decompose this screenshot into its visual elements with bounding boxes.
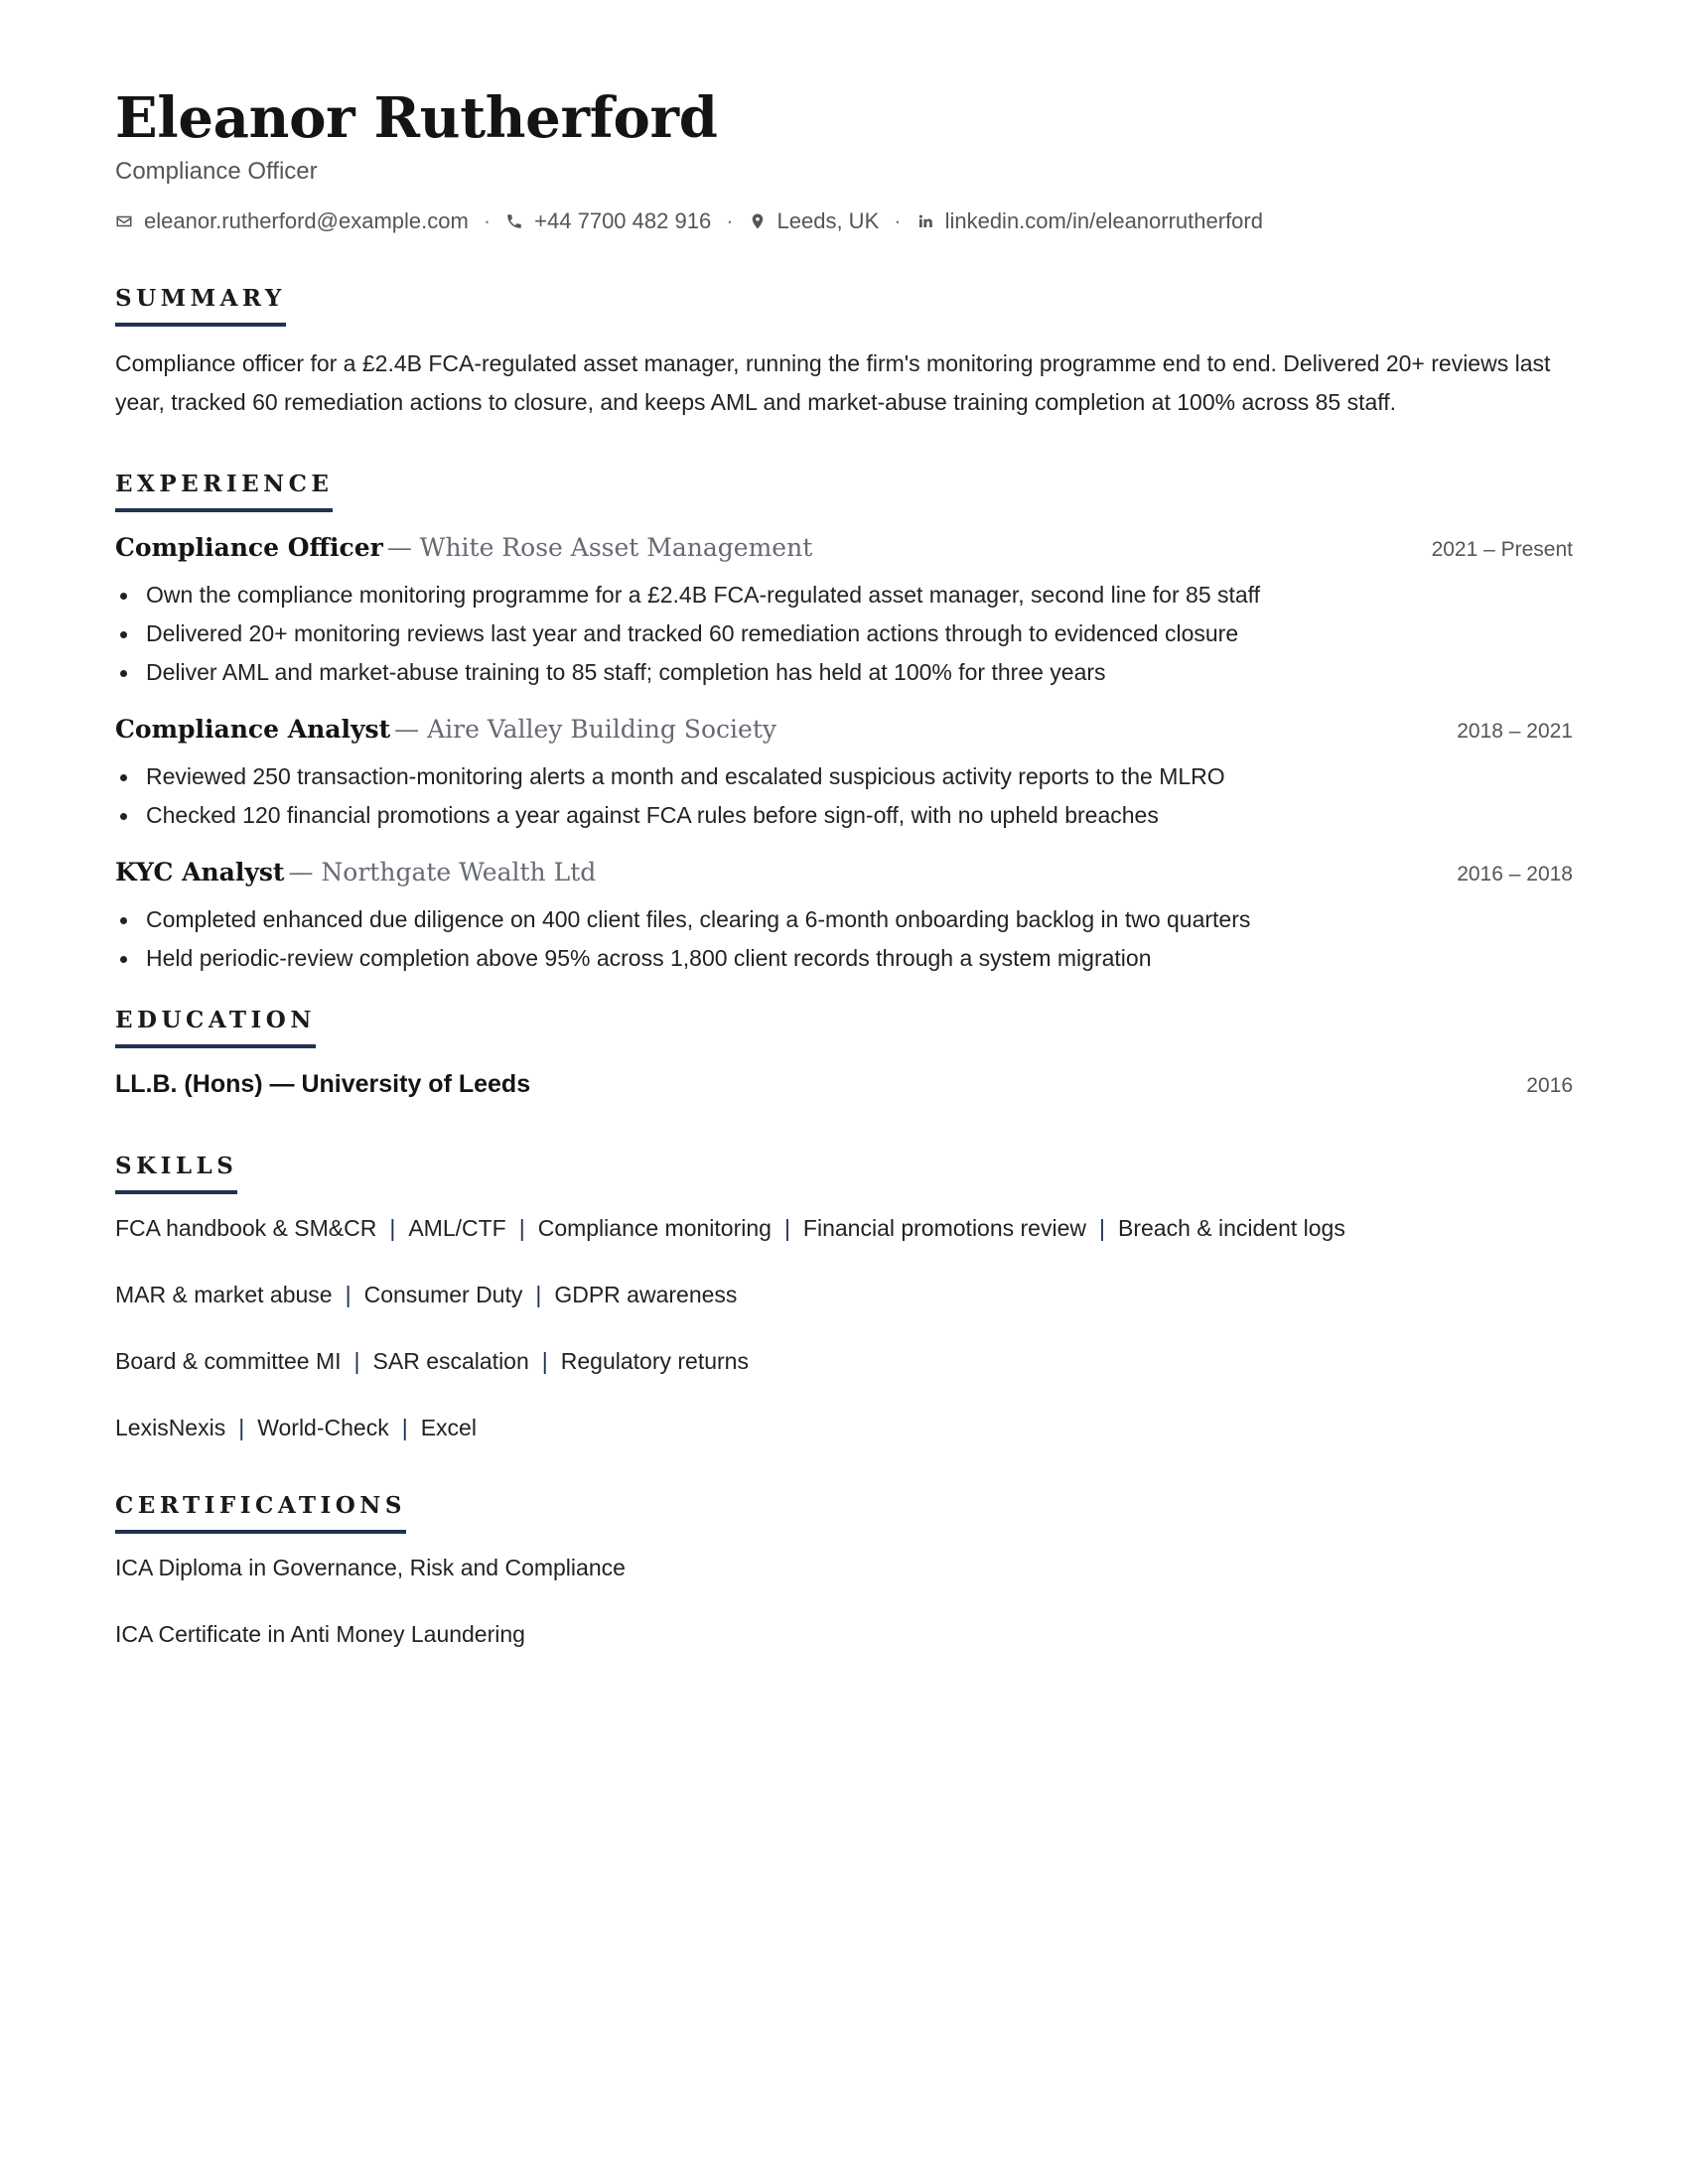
phone-icon bbox=[505, 212, 523, 230]
contact-phone[interactable] bbox=[505, 206, 711, 236]
skills-section bbox=[115, 1154, 1573, 1443]
skill-separator: | bbox=[389, 1215, 396, 1241]
linkedin-icon bbox=[916, 212, 934, 230]
job-bullet: Checked 120 financial promotions a year against FCA rules before sign-off, with no upheld breaches bbox=[115, 796, 1573, 835]
mail-icon bbox=[115, 212, 133, 230]
section-title-education: EDUCATION bbox=[115, 1008, 316, 1048]
job-title: KYC Analyst bbox=[115, 858, 285, 887]
job-bullet: Reviewed 250 transaction-monitoring alerts a month and escalated suspicious activity reports to the MLRO bbox=[115, 757, 1573, 796]
skill-item: AML/CTF bbox=[408, 1215, 506, 1241]
contact-phone-text: +44 7700 482 916 bbox=[534, 208, 712, 233]
contact-location-text: Leeds, UK bbox=[776, 208, 880, 233]
summary-section bbox=[115, 286, 1573, 422]
job-dates: 2021 – Present bbox=[1431, 538, 1573, 561]
section-title-experience: EXPERIENCE bbox=[115, 472, 333, 512]
contact-email[interactable] bbox=[115, 206, 469, 236]
job-bullet: Deliver AML and market-abuse training to 85 staff; completion has held at 100% for three years bbox=[115, 653, 1573, 692]
job-organization: — Northgate Wealth Ltd bbox=[288, 858, 597, 887]
skill-item: LexisNexis bbox=[115, 1415, 226, 1440]
contact-email-text: eleanor.rutherford@example.com bbox=[144, 208, 469, 233]
skill-item: Consumer Duty bbox=[363, 1282, 523, 1307]
skill-item: FCA handbook & SM&CR bbox=[115, 1215, 377, 1241]
certification-item: ICA Certificate in Anti Money Laundering bbox=[115, 1621, 525, 1647]
skill-separator: | bbox=[353, 1348, 360, 1374]
contact-location bbox=[749, 206, 880, 236]
job-entry bbox=[115, 712, 1573, 835]
contact-separator: · bbox=[483, 208, 492, 233]
job-bullets bbox=[115, 900, 1573, 978]
skill-item: World-Check bbox=[257, 1415, 389, 1440]
contact-separator: · bbox=[894, 208, 902, 233]
skill-item: Excel bbox=[420, 1415, 477, 1440]
skill-item: Financial promotions review bbox=[802, 1215, 1086, 1241]
job-bullet: Own the compliance monitoring programme for a £2.4B FCA-regulated asset manager, second line for 85 staff bbox=[115, 576, 1573, 614]
skills-row bbox=[115, 1212, 1573, 1244]
skill-item: Compliance monitoring bbox=[537, 1215, 772, 1241]
skill-item: SAR escalation bbox=[372, 1348, 529, 1374]
section-title-certifications: CERTIFICATIONS bbox=[115, 1493, 406, 1534]
section-title-skills: SKILLS bbox=[115, 1154, 237, 1194]
job-entry bbox=[115, 855, 1573, 978]
skill-separator: | bbox=[535, 1282, 542, 1307]
job-dates: 2018 – 2021 bbox=[1457, 720, 1573, 743]
location-pin-icon bbox=[749, 212, 767, 230]
job-title: Compliance Officer bbox=[115, 533, 383, 562]
skill-separator: | bbox=[401, 1415, 408, 1440]
job-bullets bbox=[115, 576, 1573, 692]
summary-text: Compliance officer for a £2.4B FCA-regulated asset manager, running the firm's monitoring programme end to end. Delivered 20+ reviews last year, tracked 60 remediation actions to closure, and keeps AML and market-abuse training completion at 100% across 85 staff. bbox=[115, 350, 1551, 415]
job-bullet: Held periodic-review completion above 95% across 1,800 client records through a system migration bbox=[115, 939, 1573, 978]
job-organization: — Aire Valley Building Society bbox=[394, 715, 776, 744]
job-bullet: Delivered 20+ monitoring reviews last year and tracked 60 remediation actions through to evidenced closure bbox=[115, 614, 1573, 653]
contact-separator: · bbox=[726, 208, 734, 233]
skill-item: Regulatory returns bbox=[560, 1348, 749, 1374]
skill-separator: | bbox=[1099, 1215, 1105, 1241]
skills-row bbox=[115, 1345, 1573, 1377]
candidate-role: Compliance Officer bbox=[115, 158, 318, 185]
skill-item: Board & committee MI bbox=[115, 1348, 342, 1374]
job-bullets bbox=[115, 757, 1573, 835]
skills-row bbox=[115, 1279, 1573, 1310]
job-entry bbox=[115, 530, 1573, 692]
skill-item: GDPR awareness bbox=[554, 1282, 738, 1307]
contact-line bbox=[115, 206, 1573, 236]
skill-separator: | bbox=[783, 1215, 790, 1241]
section-title-summary: SUMMARY bbox=[115, 286, 286, 327]
skills-row bbox=[115, 1412, 1573, 1443]
resume-page bbox=[115, 83, 1573, 1685]
skill-item: MAR & market abuse bbox=[115, 1282, 333, 1307]
education-year: 2016 bbox=[1526, 1074, 1573, 1097]
education-entry bbox=[115, 1066, 1573, 1104]
job-title: Compliance Analyst bbox=[115, 715, 391, 744]
education-degree: LL.B. (Hons) — University of Leeds bbox=[115, 1070, 531, 1098]
skill-separator: | bbox=[541, 1348, 548, 1374]
job-dates: 2016 – 2018 bbox=[1457, 863, 1573, 886]
education-section bbox=[115, 1008, 1573, 1104]
certification-item: ICA Diploma in Governance, Risk and Compliance bbox=[115, 1555, 626, 1580]
skill-separator: | bbox=[345, 1282, 352, 1307]
candidate-name: Eleanor Rutherford bbox=[115, 85, 718, 151]
experience-section bbox=[115, 472, 1573, 978]
job-organization: — White Rose Asset Management bbox=[386, 533, 813, 562]
certifications-section bbox=[115, 1493, 1573, 1650]
contact-linkedin[interactable] bbox=[916, 206, 1263, 236]
contact-linkedin-text: linkedin.com/in/eleanorrutherford bbox=[944, 208, 1263, 233]
skill-item: Breach & incident logs bbox=[1117, 1215, 1345, 1241]
job-bullet: Completed enhanced due diligence on 400 client files, clearing a 6-month onboarding backlog in two quarters bbox=[115, 900, 1573, 939]
skill-separator: | bbox=[238, 1415, 245, 1440]
skill-separator: | bbox=[518, 1215, 525, 1241]
